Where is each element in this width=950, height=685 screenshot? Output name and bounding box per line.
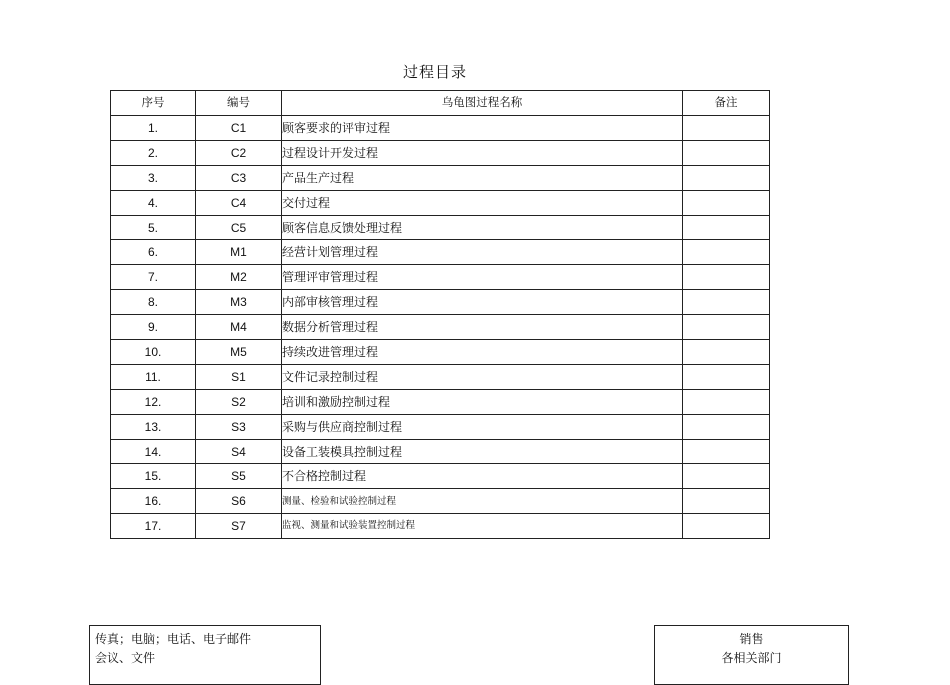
row-index: 7. <box>111 265 196 290</box>
row-code: C3 <box>196 165 282 190</box>
row-note <box>683 240 770 265</box>
table-row <box>111 489 770 514</box>
row-index: 6. <box>111 240 196 265</box>
row-index: 8. <box>111 290 196 315</box>
table-row <box>111 414 770 439</box>
row-process-name: 产品生产过程 <box>282 165 683 190</box>
table-row <box>111 340 770 365</box>
row-code: M1 <box>196 240 282 265</box>
row-index: 3. <box>111 165 196 190</box>
row-note <box>683 215 770 240</box>
row-index: 17. <box>111 514 196 539</box>
communication-methods-line-2: 会议、文件 <box>95 651 156 665</box>
row-note <box>683 165 770 190</box>
table-row <box>111 514 770 539</box>
table-row <box>111 165 770 190</box>
row-code: M3 <box>196 290 282 315</box>
communication-methods-line-1: 传真；电脑；电话、电子邮件 <box>95 632 252 646</box>
row-process-name: 过程设计开发过程 <box>282 140 683 165</box>
row-code: S5 <box>196 464 282 489</box>
row-process-name: 数据分析管理过程 <box>282 315 683 340</box>
table-header-row <box>111 91 770 116</box>
row-code: C5 <box>196 215 282 240</box>
row-note <box>683 190 770 215</box>
row-index: 16. <box>111 489 196 514</box>
table-row <box>111 215 770 240</box>
table-row <box>111 190 770 215</box>
row-process-name: 文件记录控制过程 <box>282 364 683 389</box>
row-process-name: 不合格控制过程 <box>282 464 683 489</box>
row-note <box>683 514 770 539</box>
row-note <box>683 464 770 489</box>
row-note <box>683 290 770 315</box>
row-process-name: 内部审核管理过程 <box>282 290 683 315</box>
row-code: M2 <box>196 265 282 290</box>
row-note <box>683 439 770 464</box>
row-code: M4 <box>196 315 282 340</box>
row-note <box>683 116 770 141</box>
table-row <box>111 240 770 265</box>
row-process-name: 培训和激励控制过程 <box>282 389 683 414</box>
row-code: M5 <box>196 340 282 365</box>
process-catalog-table <box>110 90 770 539</box>
table-row <box>111 439 770 464</box>
row-index: 12. <box>111 389 196 414</box>
row-note <box>683 340 770 365</box>
row-note <box>683 140 770 165</box>
row-code: C4 <box>196 190 282 215</box>
row-note <box>683 489 770 514</box>
row-index: 4. <box>111 190 196 215</box>
row-code: S3 <box>196 414 282 439</box>
table-row <box>111 116 770 141</box>
row-process-name: 监视、测量和试验装置控制过程 <box>282 514 683 539</box>
row-note <box>683 364 770 389</box>
row-index: 9. <box>111 315 196 340</box>
row-process-name: 经营计划管理过程 <box>282 240 683 265</box>
table-row <box>111 315 770 340</box>
row-note <box>683 389 770 414</box>
row-index: 1. <box>111 116 196 141</box>
header-note: 备注 <box>683 91 770 116</box>
row-code: S6 <box>196 489 282 514</box>
communication-methods-box <box>89 625 321 685</box>
table-row <box>111 364 770 389</box>
page-title: 过程目录 <box>402 63 467 81</box>
table-row <box>111 464 770 489</box>
row-index: 14. <box>111 439 196 464</box>
row-process-name: 顾客要求的评审过程 <box>282 116 683 141</box>
row-index: 13. <box>111 414 196 439</box>
header-process-name: 乌龟图过程名称 <box>282 91 683 116</box>
row-process-name: 交付过程 <box>282 190 683 215</box>
row-code: S2 <box>196 389 282 414</box>
row-index: 5. <box>111 215 196 240</box>
row-process-name: 设备工装模具控制过程 <box>282 439 683 464</box>
row-process-name: 管理评审管理过程 <box>282 265 683 290</box>
departments-line-2: 各相关部门 <box>721 651 782 665</box>
row-note <box>683 265 770 290</box>
header-code: 编号 <box>196 91 282 116</box>
row-index: 2. <box>111 140 196 165</box>
row-index: 15. <box>111 464 196 489</box>
table-row <box>111 140 770 165</box>
departments-line-1: 销售 <box>739 632 764 646</box>
departments-box <box>654 625 849 685</box>
row-code: C1 <box>196 116 282 141</box>
row-code: S7 <box>196 514 282 539</box>
row-process-name: 持续改进管理过程 <box>282 340 683 365</box>
row-process-name: 顾客信息反馈处理过程 <box>282 215 683 240</box>
row-index: 10. <box>111 340 196 365</box>
row-note <box>683 414 770 439</box>
row-code: S1 <box>196 364 282 389</box>
table-row <box>111 290 770 315</box>
header-index: 序号 <box>111 91 196 116</box>
row-process-name: 采购与供应商控制过程 <box>282 414 683 439</box>
table-row <box>111 265 770 290</box>
row-code: S4 <box>196 439 282 464</box>
row-code: C2 <box>196 140 282 165</box>
row-index: 11. <box>111 364 196 389</box>
row-process-name: 测量、检验和试验控制过程 <box>282 489 683 514</box>
row-note <box>683 315 770 340</box>
table-row <box>111 389 770 414</box>
